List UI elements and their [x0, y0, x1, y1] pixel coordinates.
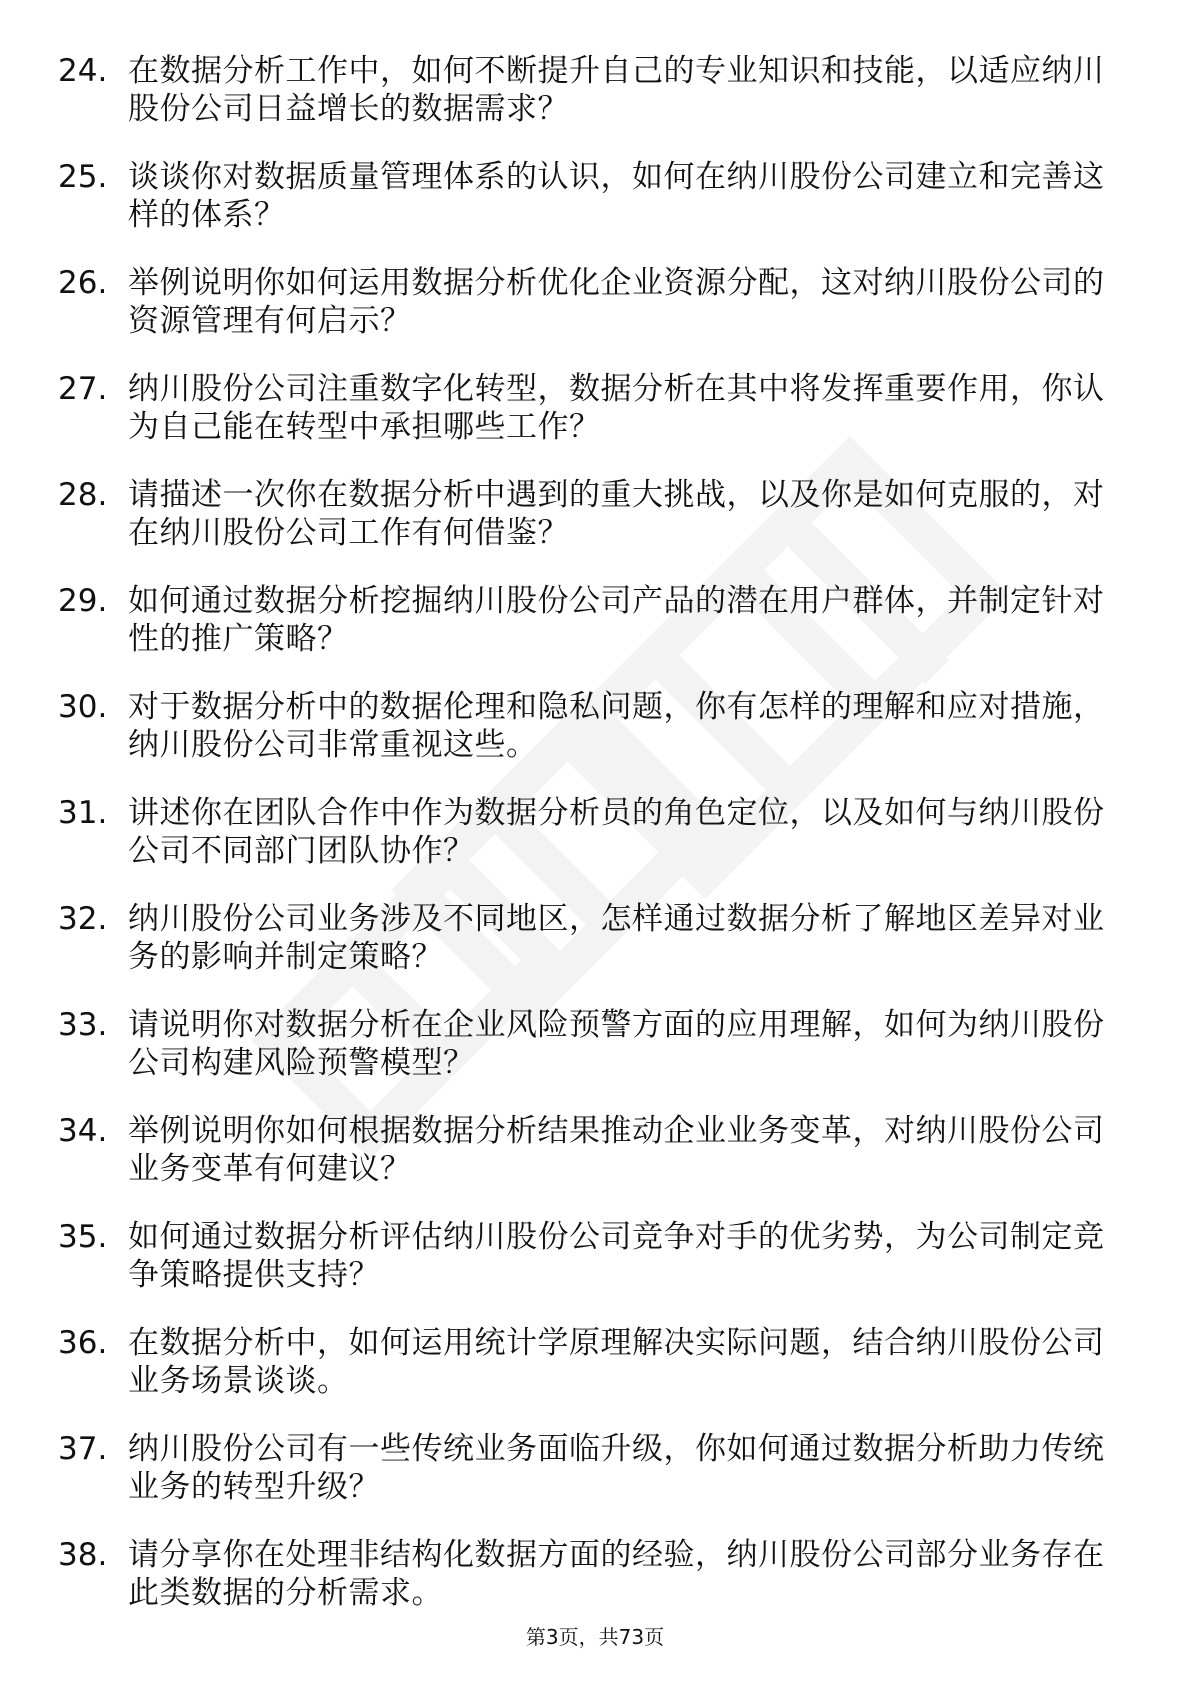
question-number: 37.: [58, 1431, 108, 1467]
question-item-26: [58, 264, 1118, 370]
question-number: 24.: [58, 53, 108, 89]
question-item-24: [58, 52, 1118, 158]
question-number: 36.: [58, 1325, 108, 1361]
question-item-34: [58, 1112, 1118, 1218]
question-text: 如何通过数据分析挖掘纳川股份公司产品的潜在用户群体，并制定针对性的推广策略？: [128, 583, 1105, 657]
question-item-31: [58, 794, 1118, 900]
question-text: 举例说明你如何运用数据分析优化企业资源分配，这对纳川股份公司的资源管理有何启示？: [128, 265, 1105, 339]
question-item-25: [58, 158, 1118, 264]
question-number: 27.: [58, 371, 108, 407]
question-text: 对于数据分析中的数据伦理和隐私问题，你有怎样的理解和应对措施，纳川股份公司非常重视这些。: [128, 689, 1105, 763]
question-number: 31.: [58, 795, 108, 831]
question-text: 举例说明你如何根据数据分析结果推动企业业务变革，对纳川股份公司业务变革有何建议？: [128, 1113, 1105, 1187]
question-item-28: [58, 476, 1118, 582]
question-text: 纳川股份公司有一些传统业务面临升级，你如何通过数据分析助力传统业务的转型升级？: [128, 1431, 1105, 1505]
question-number: 25.: [58, 159, 108, 195]
question-text: 请描述一次你在数据分析中遇到的重大挑战，以及你是如何克服的，对在纳川股份公司工作有何借鉴？: [128, 477, 1105, 551]
question-text: 请说明你对数据分析在企业风险预警方面的应用理解，如何为纳川股份公司构建风险预警模型？: [128, 1007, 1105, 1081]
question-item-33: [58, 1006, 1118, 1112]
question-text: 纳川股份公司业务涉及不同地区，怎样通过数据分析了解地区差异对业务的影响并制定策略？: [128, 901, 1105, 975]
question-text: 在数据分析中，如何运用统计学原理解决实际问题，结合纳川股份公司业务场景谈谈。: [128, 1325, 1105, 1399]
question-number: 35.: [58, 1219, 108, 1255]
question-number: 26.: [58, 265, 108, 301]
question-item-37: [58, 1430, 1118, 1536]
question-text: 如何通过数据分析评估纳川股份公司竞争对手的优劣势，为公司制定竞争策略提供支持？: [128, 1219, 1105, 1293]
question-text: 纳川股份公司注重数字化转型，数据分析在其中将发挥重要作用，你认为自己能在转型中承担哪些工作？: [128, 371, 1105, 445]
question-item-27: [58, 370, 1118, 476]
question-number: 34.: [58, 1113, 108, 1149]
question-number: 33.: [58, 1007, 108, 1043]
question-list: [58, 52, 1118, 1642]
page-footer: 第3页，共73页: [525, 1625, 665, 1649]
question-item-36: [58, 1324, 1118, 1430]
question-number: 32.: [58, 901, 108, 937]
question-number: 30.: [58, 689, 108, 725]
question-number: 29.: [58, 583, 108, 619]
question-item-32: [58, 900, 1118, 1006]
question-item-29: [58, 582, 1118, 688]
question-text: 请分享你在处理非结构化数据方面的经验，纳川股份公司部分业务存在此类数据的分析需求。: [128, 1537, 1105, 1611]
question-text: 讲述你在团队合作中作为数据分析员的角色定位，以及如何与纳川股份公司不同部门团队协作？: [128, 795, 1105, 869]
question-item-35: [58, 1218, 1118, 1324]
question-item-30: [58, 688, 1118, 794]
question-text: 谈谈你对数据质量管理体系的认识，如何在纳川股份公司建立和完善这样的体系？: [128, 159, 1105, 233]
question-number: 28.: [58, 477, 108, 513]
question-text: 在数据分析工作中，如何不断提升自己的专业知识和技能，以适应纳川股份公司日益增长的数据需求？: [128, 53, 1105, 127]
question-number: 38.: [58, 1537, 108, 1573]
